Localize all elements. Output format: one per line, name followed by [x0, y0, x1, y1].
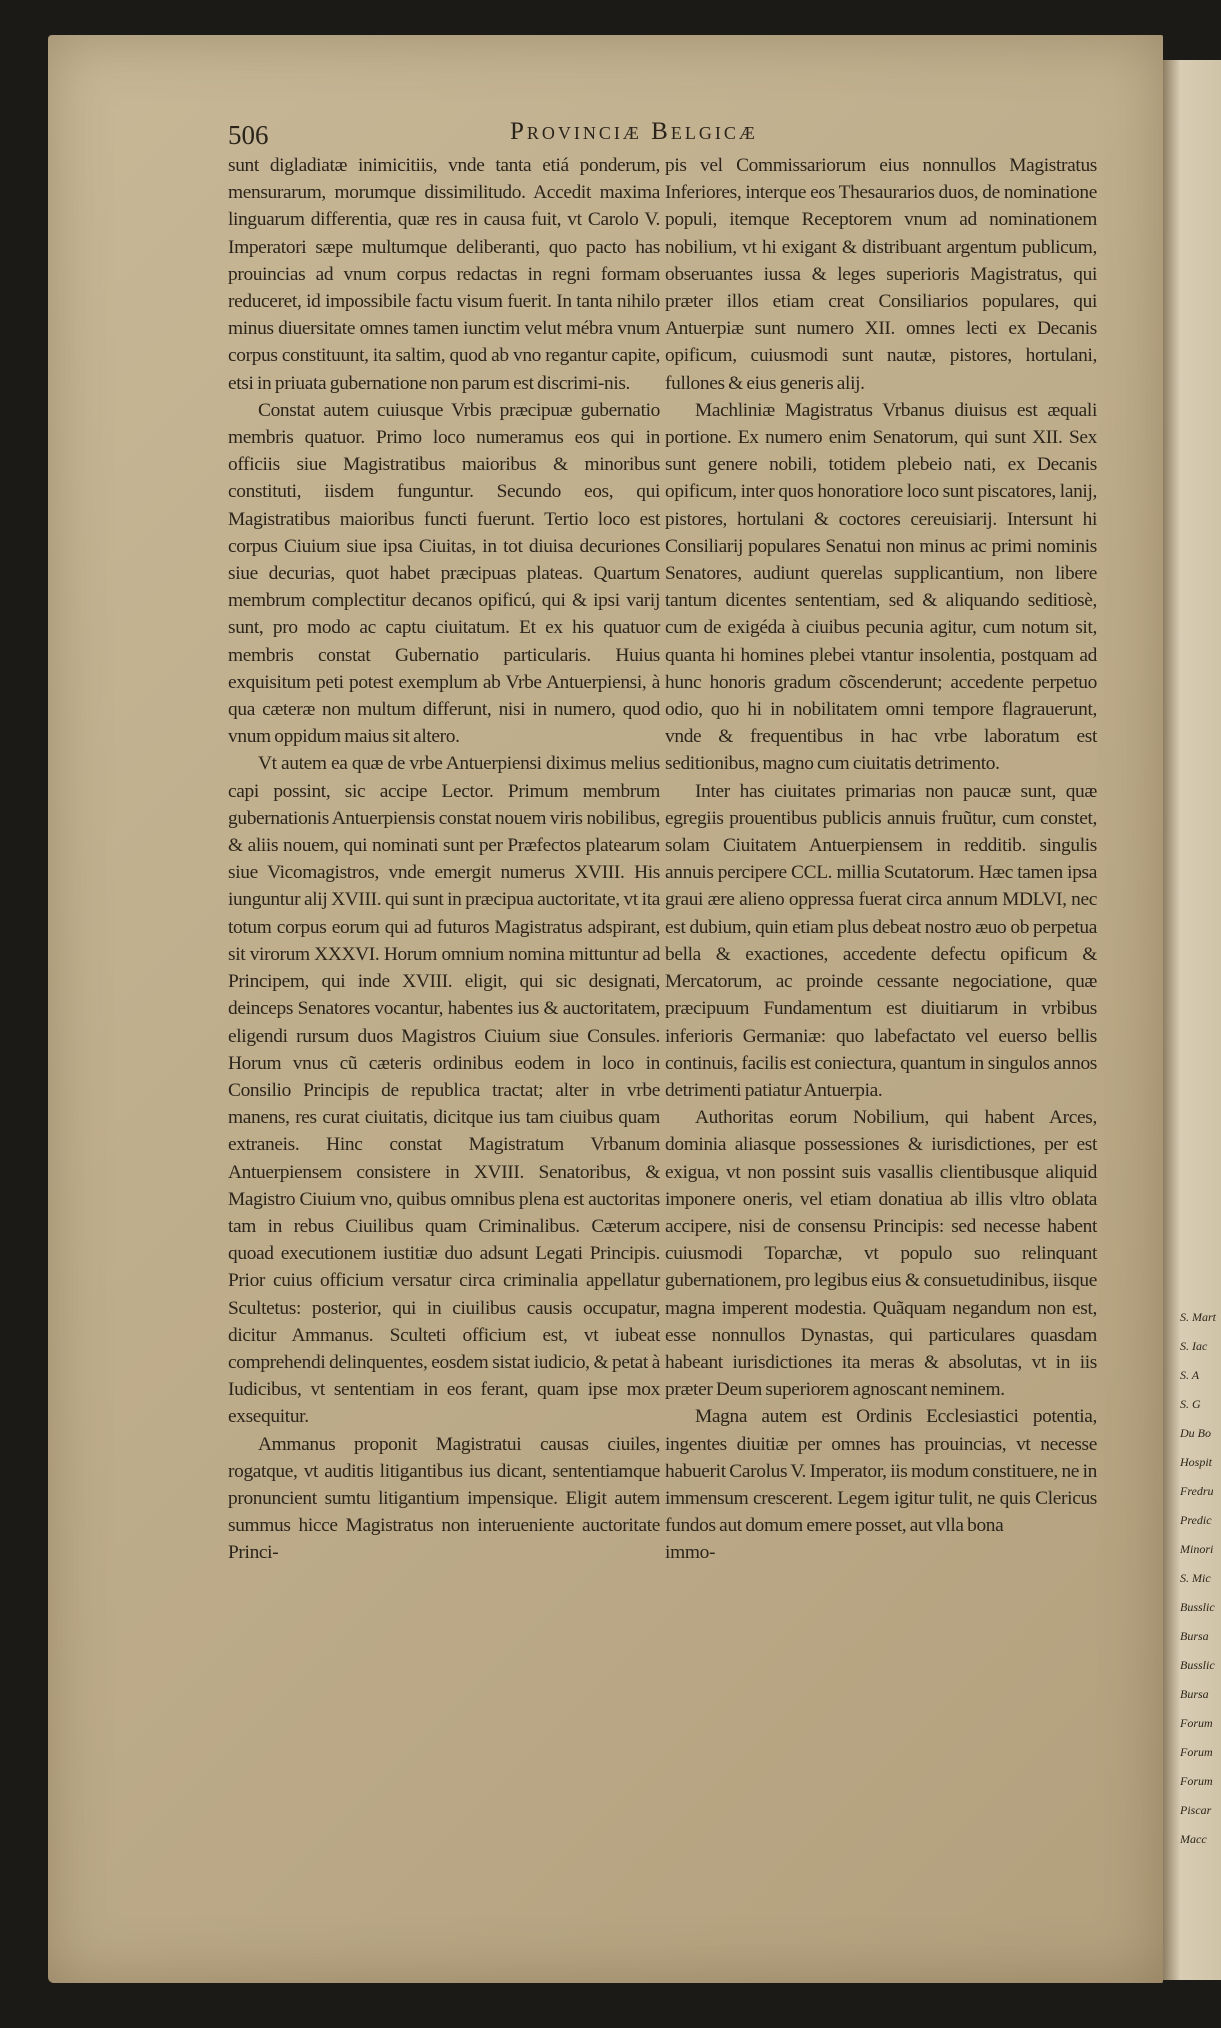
paragraph: Ammanus proponit Magistratui causas ciuiles, rogatque, vt auditis litigantibus ius dicant, sententiamque pronuncient sumtu litigantium impensique. Eligit autem summus hicce Magistratus non interueniente auctoritate Princi- [228, 1433, 660, 1564]
paragraph: Constat autem cuiusque Vrbis præcipuæ gubernatio membris quatuor. Primo loco numeramus eos qui in officiis siue Magistratibus maioribus & minoribus constituti, iisdem funguntur. Secundo eos, qui Magistratibus maioribus functi fuerunt. Tertio loco est corpus Ciuium siue ipsa Ciuitas, in tot diuisa decuriones siue decurias, quot habet præcipuas plateas. Quartum membrum complectitur decanos opificú, qui & ipsi varij sunt, pro modo ac captu ciuitatum. Et ex his quatuor membris constat Gubernatio particularis. Huius exquisitum peti potest exemplum ab Vrbe Antuerpiensi, à qua cæteræ non multum differunt, nisi in numero, quod vnum oppidum maius sit altero. [228, 399, 660, 748]
edge-label: Predic [1180, 1513, 1212, 1527]
left-column [228, 152, 660, 1567]
edge-label: Forum [1180, 1716, 1213, 1730]
paragraph: pis vel Commissariorum eius nonnullos Magistratus Inferiores, interque eos Thesaurarios duos, de nominatione populi, itemque Receptorem vnum ad nominationem nobilium, vt hi exigant & distribuant argentum publicum, obseruantes iussa & leges superioris Magistratus, qui præter illos etiam creat Consiliarios populares, qui Antuerpiæ sunt numero XII. omnes lecti ex Decanis opificum, cuiusmodi sunt nautæ, pistores, hortulani, fullones & eius generis alij. [665, 155, 1097, 394]
paragraph: Authoritas eorum Nobilium, qui habent Arces, dominia aliasque possessiones & iurisdictiones, per est exigua, vt non possint suis vasallis clientibusque aliquid imponere oneris, vel etiam donatiua ab illis vltro oblata accipere, nisi de consensu Principis: sed necesse habent cuiusmodi Toparchæ, vt populo suo relinquant gubernationem, pro legibus eius & consuetudinibus, iisque magna imperent modestia. Quãquam negandum non est, esse nonnullos Dynastas, qui particulares quasdam habeant iurisdictiones ita meras & absolutas, vt in iis præter Deum superiorem agnoscant neminem. [665, 1107, 1097, 1401]
paragraph: sunt digladiatæ inimicitiis, vnde tanta etiá ponderum, mensurarum, morumque dissimilitudo. Accedit maxima linguarum differentia, quæ res in causa fuit, vt Carolo V. Imperatori sæpe multumque deliberanti, quo pacto has prouincias ad vnum corpus redactas in regni formam reduceret, id impossibile factu visum fuerit. In tanta nihilo minus diuersitate omnes tamen iunctim velut mébra vnum corpus constituunt, ita saltim, quod ab vno regantur capite, etsi in priuata gubernatione non parum est discrimi-nis. [228, 155, 660, 394]
edge-label: Hospit [1180, 1455, 1213, 1469]
paragraph: Machliniæ Magistratus Vrbanus diuisus est æquali portione. Ex numero enim Senatorum, qui sunt XII. Sex sunt genere nobili, totidem plebeio nati, ex Decanis opificum, inter quos honoratiore loco sunt piscatores, lanij, pistores, hortulani & coctores cereuisiarij. Intersunt hi Consiliarij populares Senatui non minus ac primi nominis Senatores, audiunt querelas supplicantium, non libere tantum dicentes sententiam, sed & aliquando seditiosè, cum de exigéda à ciuibus pecunia agitur, cum notum sit, quanta hi homines plebei vtantur insolentia, postquam ad hunc honoris gradum cõscenderunt; accedente perpetuo odio, quo hi in nobilitatem omni tempore flagrauerunt, vnde & frequentibus in hac vrbe laboratum est seditionibus, magno cum ciuitatis detrimento. [665, 399, 1097, 775]
edge-label: Bursa [1180, 1629, 1209, 1643]
edge-label: Forum [1180, 1745, 1213, 1759]
edge-label: Du Bo [1180, 1426, 1211, 1440]
edge-label: S. G [1180, 1397, 1201, 1411]
edge-label: Minori [1180, 1542, 1214, 1556]
edge-label: Macc [1180, 1832, 1207, 1846]
paragraph: Inter has ciuitates primarias non paucæ sunt, quæ egregiis prouentibus publicis annuis fruũtur, cum constet, solam Ciuitatem Antuerpiensem in redditib. singulis annuis percipere CCL. millia Scutatorum. Hæc tamen ipsa graui ære alieno oppressa fuerat circa annum MDLVI, nec est dubium, quin etiam plus debeat nostro æuo ob perpetua bella & exactiones, accedente defectu opificum & Mercatorum, ac proinde cessante negociatione, quæ præcipuum Fundamentum est diuitiarum in vrbibus inferioris Germaniæ: quo labefactato vel euerso bellis continuis, facilis est coniectura, quantum in singulos annos detrimenti patiatur Antuerpia. [665, 780, 1097, 1101]
edge-label: Piscar [1180, 1803, 1212, 1817]
edge-label: Bursa [1180, 1687, 1209, 1701]
edge-label: Forum [1180, 1774, 1213, 1788]
catchword: immo- [665, 1542, 716, 1564]
paragraph: Magna autem est Ordinis Ecclesiastici potentia, ingentes diuitiæ per omnes has prouincias, vt necesse habuerit Carolus V. Imperator, iis modum constituere, ne in immensum crescerent. Legem igitur tulit, ne quis Clericus fundos aut domum emere posset, aut vlla bona [665, 1406, 1097, 1537]
running-head: Provinciæ Belgicæ [510, 118, 758, 145]
edge-label: Fredru [1180, 1484, 1214, 1498]
right-column [665, 152, 1097, 1567]
edge-label: S. Iac [1180, 1339, 1208, 1353]
paragraph: Vt autem ea quæ de vrbe Antuerpiensi diximus melius capi possint, sic accipe Lector. Primum membrum gubernationis Antuerpiensis constat nouem viris nobilibus, & aliis nouem, qui nominati sunt per Præfectos platearum siue Vicomagistros, vnde emergit numerus XVIII. His iunguntur alij XVIII. qui sunt in præcipua auctoritate, vt ita totum corpus eorum qui ad futuros Magistratus adspirant, sit virorum XXXVI. Horum omnium nomina mittuntur ad Principem, qui inde XVIII. eligit, qui sic designati, deinceps Senatores vocantur, habentes ius & auctoritatem, eligendi rursum duos Magistros Ciuium siue Consules. Horum vnus cũ cæteris ordinibus eodem in loco in Consilio Principis de republica tractat; alter in vrbe manens, res curat ciuitatis, dicitque ius tam ciuibus quam extraneis. Hinc constat Magistratum Vrbanum Antuerpiensem consistere in XVIII. Senatoribus, & Magistro Ciuium vno, quibus omnibus plena est auctoritas tam in rebus Ciuilibus quam Criminalibus. Cæterum quoad executionem iustitiæ duo adsunt Legati Principis. Prior cuius officium versatur circa criminalia appellatur Scultetus: posterior, qui in ciuilibus causis occupatur, dicitur Ammanus. Sculteti officium est, vt iubeat comprehendi delinquentes, eosdem sistat iudicio, & petat à Iudicibus, vt sententiam in eos ferant, quam ipse mox exsequitur. [228, 753, 660, 1428]
edge-label: Busslic [1180, 1658, 1215, 1672]
page-number: 506 [228, 120, 269, 150]
edge-label: Busslic [1180, 1600, 1215, 1614]
edge-label: S. Mart [1180, 1310, 1216, 1324]
edge-label: S. Mic [1180, 1571, 1211, 1585]
edge-label: S. A [1180, 1368, 1200, 1382]
